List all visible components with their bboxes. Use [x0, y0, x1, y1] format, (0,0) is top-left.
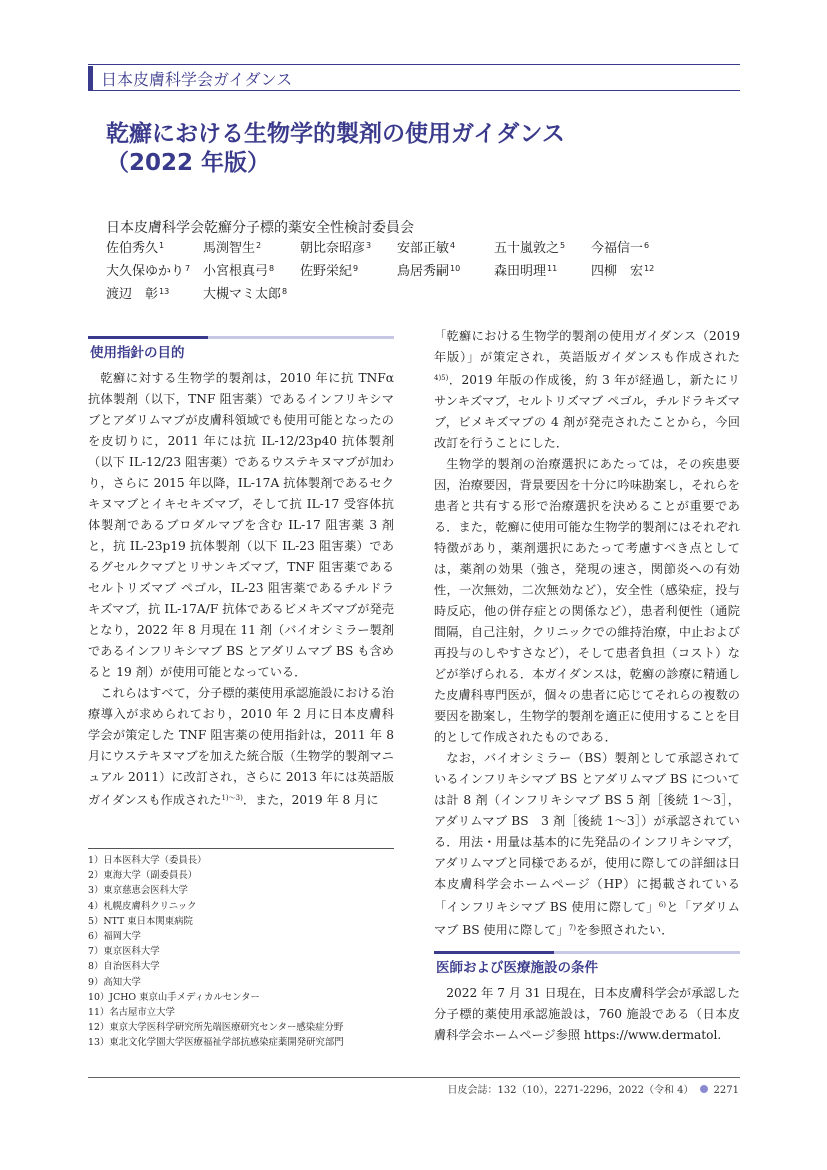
author-affiliation-ref: 11: [547, 264, 558, 273]
citation-ref: 4)5): [434, 374, 449, 382]
paragraph: [434, 454, 740, 748]
author: [397, 237, 455, 256]
author-name: 今福信一: [591, 241, 644, 256]
left-column: [88, 336, 394, 811]
heading-rule-accent: [88, 336, 208, 339]
author-affiliation-ref: 8: [269, 264, 275, 273]
page-title: [106, 120, 726, 178]
author-affiliation-ref: 2: [256, 241, 262, 250]
committee-name: 日本皮膚科学会乾癬分子標的薬安全性検討委員会: [106, 220, 414, 236]
author-name: 馬渕智生: [203, 241, 256, 256]
author: [203, 237, 261, 256]
author-affiliation-ref: 9: [353, 264, 359, 273]
affiliation-item: 10）JCHO 東京山手メディカルセンター: [88, 991, 260, 1003]
journal-citation: 日皮会誌：132（10），2271-2296，2022（令和 4）: [447, 1085, 694, 1096]
affiliation-item: 11）名古屋市立大学: [88, 1007, 175, 1019]
paragraph-text: を参照されたい．: [575, 923, 674, 937]
author-name: 大久保ゆかり: [106, 264, 185, 279]
author-name: 五十嵐敦之: [494, 241, 560, 256]
paragraph-text: 乾癬に対する生物学的製剤は，2010 年に抗 TNFα 抗体製剤（以下，TNF 阻害薬）であるインフリキシマブとアダリムマブが皮膚科領域でも使用可能となったのを皮切りに，2011 年には抗 IL-12/23p40 抗体製剤（以下 IL-12/23 阻害薬）であるウステキヌマブが加わり，さらに 2015 年以降，IL-17A 抗体製剤であるセクキヌマブとイキセキズマブ，そして抗 IL-17 受容体抗体製剤であるブロダルマブを含む IL-17 阻害薬 3 剤と，抗 IL-23p19 抗体製剤（以下 IL-23 阻害薬）であるグセルクマブとリサンキズマブ，TNF 阻害薬であるセルトリズマブ ペゴル，IL-23 阻害薬であるチルドラキズマブ，抗 IL-17A/F 抗体であるビメキズマブが発売となり，2022 年 8 月現在 11 剤（バイオシミラー製剤であるインフリキシマブ BS とアダリムマブ BS も含めると 19 剤）が使用可能となっている．: [88, 371, 394, 679]
paragraph-text: 生物学的製剤の治療選択にあたっては，その疾患要因，治療要因，背景要因を十分に吟味勘案し，それらを患者と共有する形で治療選択を決めることが重要である．また，乾癬に使用可能な生物学的製剤にはそれぞれ特徴があり，薬剤選択にあたって考慮すべき点としては，薬剤の効果（強さ，発現の速さ，関節炎への有効性，一次無効，二次無効など），安全性（感染症，投与時反応，他の併存症との関係など），患者利便性（通院間隔，自己注射，クリニックでの維持治療，中止および再投与のしやすさなど），そして患者負担（コスト）などが挙げられる．本ガイダンスは，乾癬の診療に精通した皮膚科専門医が，個々の患者に応じてそれらの複数の要因を勘案し，生物学的製剤を適正に使用することを目的として作成されたものである．: [434, 457, 740, 744]
right-column: [434, 326, 740, 1046]
bullet-dot-icon: [700, 1085, 708, 1093]
paragraph-text: ．2019 年版の作成後，約 3 年が経過し，新たにリサンキズマブ，セルトリズマブ ペゴル，チルドラキズマブ，ビメキズマブの 4 剤が発売されたことから，今回改訂を行うことにした．: [434, 373, 740, 450]
author-affiliation-ref: 6: [644, 241, 650, 250]
header-label: 日本皮膚科学会ガイダンス: [101, 70, 293, 89]
section-heading-conditions: [434, 951, 740, 977]
citation-ref: 7): [568, 924, 576, 932]
citation-ref: 1)～3): [221, 794, 243, 802]
author-affiliation-ref: 10: [450, 264, 461, 273]
author: [203, 283, 287, 302]
author: [591, 237, 649, 256]
author-affiliation-ref: 13: [159, 287, 170, 296]
affiliation-item: 7）東京医科大学: [88, 946, 160, 958]
title-line-1: 乾癬における生物学的製剤の使用ガイダンス: [106, 121, 565, 147]
author: [106, 283, 169, 302]
paragraph: [434, 983, 740, 1046]
paragraph-text: と「アダリムマブ BS 使用に際して」: [434, 900, 740, 937]
author: [203, 260, 274, 279]
author-name: 安部正敏: [397, 241, 450, 256]
author-affiliation-ref: 5: [560, 241, 566, 250]
author-name: 四柳 宏: [591, 264, 644, 279]
paragraph-text: 「乾癬における生物学的製剤の使用ガイダンス（2019 年版）」が策定され，英語版ガイダンスも作成された: [434, 329, 740, 364]
author: [300, 260, 358, 279]
author-affiliation-ref: 12: [644, 264, 655, 273]
author-affiliation-ref: 1: [159, 241, 165, 250]
author-name: 佐野栄紀: [300, 264, 353, 279]
paragraph-text: なお，バイオシミラー（BS）製剤として承認されているインフリキシマブ BS とアダリムマブ BS については計 8 剤（インフリキシマブ BS 5 剤［後続 1～3］，アダリムマブ BS 3 剤［後続 1～3］）が承認されている．用法・用量は基本的に先発品のインフリキシマブ，アダリムマブと同様であるが，使用に際しての詳細は日本皮膚科学会ホームページ（HP）に掲載されている「インフリキシマブ BS 使用に際して」: [434, 751, 740, 914]
guidance-header: [88, 64, 740, 90]
affiliation-item: 8）自治医科大学: [88, 961, 160, 973]
heading-rule-accent: [434, 951, 554, 954]
heading-text: 医師および医療施設の条件: [436, 960, 598, 976]
header-accent-bar: [88, 66, 93, 90]
author-affiliation-ref: 7: [185, 264, 191, 273]
author-name: 朝比奈昭彦: [300, 241, 366, 256]
affiliation-item: 6）福岡大学: [88, 931, 141, 943]
author-name: 佐伯秀久: [106, 241, 159, 256]
affiliation-item: 2）東海大学（副委員長）: [88, 870, 198, 882]
author-name: 渡辺 彰: [106, 287, 159, 302]
section-heading-purpose: [88, 336, 394, 362]
affiliation-item: 5）NTT 東日本関東病院: [88, 915, 193, 927]
author: [300, 237, 371, 256]
author-affiliation-ref: 8: [282, 287, 288, 296]
paragraph-text: ．また，2019 年 8 月に: [242, 793, 379, 807]
author-name: 森田明理: [494, 264, 547, 279]
affiliation-item: 4）札幌皮膚科クリニック: [88, 900, 197, 912]
affiliation-item: 1）日本医科大学（委員長）: [88, 855, 207, 866]
paragraph: [88, 368, 394, 683]
paragraph: [88, 683, 394, 811]
author: [397, 260, 460, 279]
author: [106, 237, 164, 256]
author: [591, 260, 654, 279]
footer-rule: [88, 1077, 740, 1078]
author-name: 大槻マミ太郎: [203, 287, 282, 302]
affiliation-list: [88, 853, 344, 1051]
affiliation-item: 13）東北文化学園大学医療福祉学部抗感染症薬開発研究部門: [88, 1037, 344, 1049]
header-top-rule: [88, 64, 740, 65]
author-name: 鳥居秀嗣: [397, 264, 450, 279]
affiliation-item: 9）高知大学: [88, 976, 141, 988]
author: [494, 237, 565, 256]
affiliation-item: 3）東京慈恵会医科大学: [88, 885, 188, 897]
page-number: 2271: [713, 1085, 739, 1096]
paragraph: [434, 326, 740, 454]
heading-text: 使用指針の目的: [90, 345, 185, 361]
title-line-2: （2022 年版）: [106, 150, 271, 176]
affiliation-item: 12）東京大学医科学研究所先端医療研究センター感染症分野: [88, 1022, 344, 1034]
paragraph-text: 2022 年 7 月 31 日現在，日本皮膚科学会が承認した分子標的薬使用承認施設は，760 施設である（日本皮膚科学会ホームページ参照 https://www.dermatol.: [434, 986, 740, 1042]
footnote-rule: [88, 848, 394, 849]
citation-ref: 6): [658, 901, 666, 909]
author: [106, 260, 190, 279]
paragraph-text: これらはすべて，分子標的薬使用承認施設における治療導入が求められており，2010 年 2 月に日本皮膚科学会が策定した TNF 阻害薬の使用指針は，2011 年 8 月にウステキヌマブを加えた統合版（生物学的製剤マニュアル 2011）に改訂され，さらに 2013 年には英語版ガイダンスも作成された: [88, 686, 394, 807]
author: [494, 260, 557, 279]
author-affiliation-ref: 3: [366, 241, 372, 250]
author-affiliation-ref: 4: [450, 241, 456, 250]
page-footer: [447, 1081, 739, 1096]
author-name: 小宮根真弓: [203, 264, 269, 279]
header-bottom-rule: [88, 90, 740, 91]
paragraph: [434, 748, 740, 941]
